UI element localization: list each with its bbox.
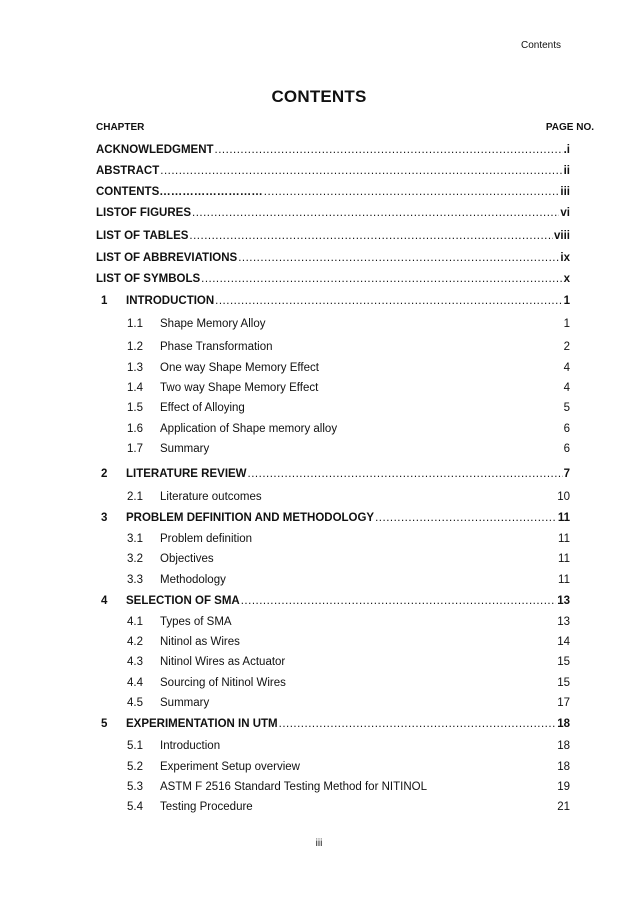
toc-section-3-2[interactable]: [127, 551, 570, 565]
toc-entry-list-of-abbreviations[interactable]: [96, 250, 570, 264]
chapter-title: EXPERIMENTATION IN UTM: [126, 718, 278, 730]
chapter-page: 11: [557, 512, 570, 524]
toc-section-4-5[interactable]: [127, 695, 570, 709]
section-page: 6: [563, 443, 570, 455]
section-title: Phase Transformation: [160, 341, 273, 353]
toc-chapter-1[interactable]: [96, 293, 570, 307]
leader-dots: [264, 186, 560, 198]
leader-dots: [160, 165, 562, 177]
toc-entry-label: ABSTRACT: [96, 165, 160, 177]
section-number: 3.3: [127, 574, 143, 586]
toc-entry-page: iii: [560, 186, 570, 198]
toc-section-4-3[interactable]: [127, 654, 570, 668]
toc-section-5-2[interactable]: [127, 759, 570, 773]
toc-entry-label: ACKNOWLEDGMENT: [96, 144, 214, 156]
section-number: 1.2: [127, 341, 143, 353]
section-page: 11: [558, 533, 570, 545]
section-page: 1: [563, 318, 570, 330]
leader-dots: [215, 295, 562, 307]
section-number: 5.3: [127, 781, 143, 793]
toc-entry-page: viii: [554, 230, 570, 242]
toc-section-3-3[interactable]: [127, 572, 570, 586]
section-number: 4.3: [127, 656, 143, 668]
section-number: 1.4: [127, 382, 143, 394]
toc-section-1-7[interactable]: [127, 441, 570, 455]
chapter-page: 7: [563, 468, 570, 480]
section-title: One way Shape Memory Effect: [160, 362, 319, 374]
chapter-number: 1: [101, 295, 108, 307]
section-page: 14: [557, 636, 570, 648]
section-title: Two way Shape Memory Effect: [160, 382, 319, 394]
section-number: 5.2: [127, 761, 143, 773]
section-number: 5.4: [127, 801, 143, 813]
toc-section-1-1[interactable]: [127, 316, 570, 330]
page-title: CONTENTS: [271, 87, 367, 106]
section-page: 19: [557, 781, 570, 793]
chapter-number: 4: [101, 595, 108, 607]
leader-dots: [375, 512, 557, 524]
section-title: Summary: [160, 697, 210, 709]
section-page: 13: [557, 616, 570, 628]
section-number: 1.1: [127, 318, 143, 330]
section-page: 17: [557, 697, 570, 709]
section-title: Problem definition: [160, 533, 253, 545]
chapter-page: 13: [557, 595, 570, 607]
toc-section-1-2[interactable]: [127, 339, 570, 353]
section-title: Literature outcomes: [160, 491, 262, 503]
toc-entry-page: .i: [563, 144, 570, 156]
page-number: iii: [315, 838, 323, 849]
toc-chapter-3[interactable]: [96, 510, 570, 524]
column-header-chapter: CHAPTER: [96, 122, 145, 133]
section-number: 1.6: [127, 423, 143, 435]
section-number: 1.7: [127, 443, 143, 455]
chapter-page: 18: [557, 718, 570, 730]
section-title: Objectives: [160, 553, 214, 565]
chapter-number: 5: [101, 718, 108, 730]
chapter-number: 2: [101, 468, 108, 480]
toc-chapter-2[interactable]: [96, 466, 570, 480]
chapter-title: INTRODUCTION: [126, 295, 215, 307]
section-page: 2: [563, 341, 570, 353]
toc-entry-list-of-symbols[interactable]: [96, 271, 570, 285]
section-page: 21: [557, 801, 570, 813]
toc-entry-page: ix: [560, 252, 570, 264]
section-page: 15: [557, 656, 570, 668]
toc-section-1-5[interactable]: [127, 400, 570, 414]
section-number: 3.1: [127, 533, 143, 545]
section-page: 6: [563, 423, 570, 435]
section-number: 2.1: [127, 491, 143, 503]
section-title: Methodology: [160, 574, 226, 586]
section-title: Types of SMA: [160, 616, 232, 628]
chapter-number: 3: [101, 512, 108, 524]
section-title: Sourcing of Nitinol Wires: [160, 677, 286, 689]
toc-entry-acknowledgment[interactable]: [96, 142, 570, 156]
leader-dots: [201, 273, 562, 285]
section-page: 11: [558, 574, 570, 586]
section-number: 4.2: [127, 636, 143, 648]
section-title: Summary: [160, 443, 210, 455]
section-number: 1.5: [127, 402, 143, 414]
section-title: Effect of Alloying: [160, 402, 245, 414]
leader-dots: [189, 230, 553, 242]
section-number: 4.4: [127, 677, 143, 689]
section-title: Experiment Setup overview: [160, 761, 300, 773]
toc-section-4-4[interactable]: [127, 675, 570, 689]
chapter-title: SELECTION OF SMA: [126, 595, 240, 607]
leader-dots: [238, 252, 559, 264]
section-page: 18: [557, 740, 570, 752]
section-title: Introduction: [160, 740, 221, 752]
section-title: ASTM F 2516 Standard Testing Method for NITINOL: [160, 781, 427, 793]
section-title: Shape Memory Alloy: [160, 318, 266, 330]
toc-section-1-4[interactable]: [127, 380, 570, 394]
toc-section-5-1[interactable]: [127, 738, 570, 752]
chapter-page: 1: [563, 295, 570, 307]
toc-entry-label: LIST OF SYMBOLS: [96, 273, 201, 285]
section-number: 5.1: [127, 740, 143, 752]
toc-section-3-1[interactable]: [127, 531, 570, 545]
section-number: 4.1: [127, 616, 143, 628]
leader-dots: [241, 595, 556, 607]
toc-section-4-1[interactable]: [127, 614, 570, 628]
toc-section-1-3[interactable]: [127, 360, 570, 374]
toc-section-5-4[interactable]: [127, 799, 570, 813]
section-page: 4: [563, 362, 570, 374]
toc-entry-list-of-tables[interactable]: [96, 228, 570, 242]
section-title: Testing Procedure: [160, 801, 253, 813]
running-header: Contents: [520, 40, 561, 51]
toc-section-2-1[interactable]: [127, 489, 570, 503]
toc-entry-page: x: [563, 273, 570, 285]
chapter-title: LITERATURE REVIEW: [126, 468, 247, 480]
leader-dots: [248, 468, 563, 480]
chapter-title: PROBLEM DEFINITION AND METHODOLOGY: [126, 512, 375, 524]
section-page: 5: [563, 402, 570, 414]
column-header-page: PAGE NO.: [545, 122, 594, 133]
toc-section-5-3[interactable]: [127, 779, 570, 793]
toc-entry-label: LIST OF ABBREVIATIONS: [96, 252, 238, 264]
toc-entry-page: ii: [563, 165, 570, 177]
toc-entry-list-of-figures[interactable]: [96, 205, 570, 219]
section-page: 4: [563, 382, 570, 394]
toc-section-1-6[interactable]: [127, 421, 570, 435]
section-number: 3.2: [127, 553, 143, 565]
section-number: 4.5: [127, 697, 143, 709]
section-page: 10: [557, 491, 570, 503]
toc-entry-label: LIST OF TABLES: [96, 230, 189, 242]
section-title: Application of Shape memory alloy: [160, 423, 338, 435]
leader-dots: [279, 718, 557, 730]
section-page: 15: [557, 677, 570, 689]
section-title: Nitinol as Wires: [160, 636, 240, 648]
toc-entry-contents[interactable]: [96, 184, 570, 198]
leader-dots: [192, 207, 559, 219]
toc-entry-label: CONTENTS………………………: [96, 186, 263, 198]
toc-entry-page: vi: [560, 207, 570, 219]
section-title: Nitinol Wires as Actuator: [160, 656, 286, 668]
toc-entry-label: LISTOF FIGURES: [96, 207, 191, 219]
section-page: 11: [558, 553, 570, 565]
leader-dots: [215, 144, 563, 156]
toc-chapter-5[interactable]: [96, 716, 570, 730]
toc-chapter-4[interactable]: [96, 593, 570, 607]
toc-section-4-2[interactable]: [127, 634, 570, 648]
toc-entry-abstract[interactable]: [96, 163, 570, 177]
section-number: 1.3: [127, 362, 143, 374]
section-page: 18: [557, 761, 570, 773]
